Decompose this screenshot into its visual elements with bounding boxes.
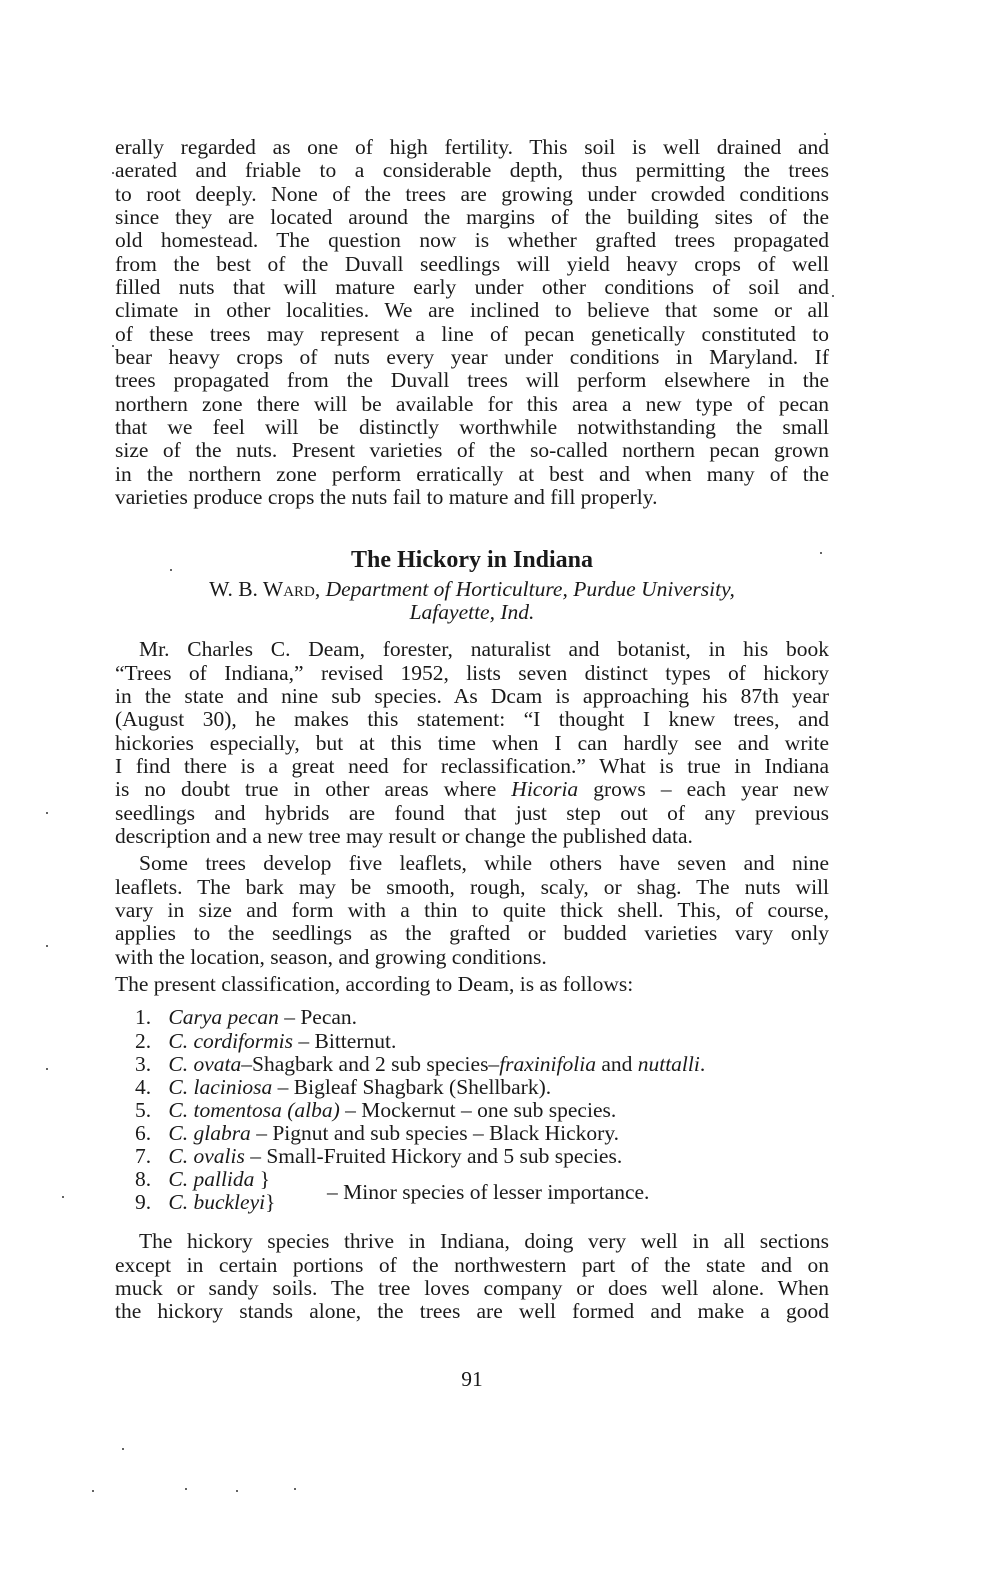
text-span: . [699,1051,706,1076]
scan-speck [112,172,114,174]
text-span: and [595,1051,638,1076]
separator: – [293,1028,315,1053]
species-name: C. buckleyi [168,1190,266,1215]
scan-speck [236,1490,238,1492]
subspecies-name: fraxinifolia [499,1051,596,1076]
text-line: to root deeply. None of the trees are growing under crowded conditions [115,181,829,206]
paragraph-thrive [115,1230,829,1323]
text-line: The hickory species thrive in Indiana, doing very well in all sections [139,1229,829,1254]
separator: – [339,1097,362,1122]
text-span: grows – each year new [578,777,829,802]
item-number: 5. [135,1097,152,1122]
species-name: C. ovata [168,1051,242,1076]
species-name: C. glabra [168,1120,251,1145]
article-title: The Hickory in Indiana [350,546,594,573]
list-item [115,1030,829,1053]
species-name: C. laciniosa [168,1074,273,1099]
brace: } [259,1167,271,1192]
text-line: trees propagated from the Duvall trees will perform elsewhere in the [115,368,829,393]
text-line: leaflets. The bark may be smooth, rough, scaly, or shag. The nuts will [115,874,829,899]
paragraph-deam-intro [115,638,829,848]
author-affiliation: Department of Horticulture, Purdue University, [325,576,735,601]
common-name: Mockernut – one sub species. [361,1097,617,1122]
common-name: Pignut and sub species – Black Hickory. [272,1120,620,1145]
text-line: since they are located around the margins of the building sites of the [115,205,829,230]
separator: – [241,1051,252,1076]
species-name: C. cordiformis [168,1028,294,1053]
text-line: description and a new tree may result or change the published data. [115,824,693,849]
scan-speck [824,133,826,135]
text-line: I find there is a great need for reclassification.” What is true in Indiana [115,754,829,779]
page-number: 91 [461,1367,483,1391]
text-line: except in certain portions of the northwestern part of the state and on [115,1252,829,1277]
common-name: Pecan. [300,1005,358,1030]
text-line: The present classification, according to Deam, is as follows: [115,972,634,997]
species-name: C. ovalis [168,1144,245,1169]
text-line: of these trees may represent a line of pecan genetically constituted to [115,321,829,346]
subspecies-name: nuttalli [637,1051,700,1076]
separator: – [250,1120,273,1145]
common-name: Bigleaf Shagbark (Shellbark). [293,1074,552,1099]
species-name: Carya pecan [168,1005,279,1030]
text-line: that we feel will be distinctly worthwhile notwithstanding the small [115,415,829,440]
continued-paragraph [115,136,829,510]
text-line: northern zone there will be available for this area a new type of pecan [115,391,829,416]
scan-speck [46,812,48,814]
text-line: Some trees develop five leaflets, while others have seven and nine [139,851,829,876]
minor-species-note: – Minor species of lesser importance. [327,1180,650,1205]
common-name: Small-Fruited Hickory and 5 sub species. [266,1144,623,1169]
scan-speck [112,345,114,347]
italic-genus: Hicoria [511,777,579,802]
text-line: varieties produce crops the nuts fail to mature and fill properly. [115,485,658,510]
scan-speck [122,1448,124,1450]
text-line: in the northern zone perform erratically at best and when many of the [115,461,829,486]
text-line: aerated and friable to a considerable depth, thus permitting the trees [115,158,829,183]
list-item [115,1076,829,1099]
text-line: with the location, season, and growing conditions. [115,944,547,969]
text-line: in the state and nine sub species. As Dcam is approaching his 87th year [115,684,829,708]
text-line: Mr. Charles C. Deam, forester, naturalist and botanist, in his book [139,637,829,662]
scan-speck [832,295,834,297]
species-name: C. tomentosa (alba) [168,1097,340,1122]
separator: – [278,1005,301,1030]
text-line: applies to the seedlings as the grafted or budded varieties vary only [115,921,829,946]
text-line [115,778,829,801]
scan-speck [46,1068,48,1070]
separator: – [272,1074,294,1099]
text-line: climate in other localities. We are inclined to believe that some or all [115,298,829,323]
brace: } [265,1190,276,1215]
text-line: vary in size and form with a thin to quite thick shell. This, of course, [115,898,829,923]
text-line: muck or sandy soils. The tree loves company or does well alone. When [115,1276,829,1300]
text-line: from the best of the Duvall seedlings will yield heavy crops of well [115,251,829,276]
item-number: 7. [135,1144,152,1169]
item-number: 6. [135,1120,152,1145]
text-line: size of the nuts. Present varieties of the so-called northern pecan grown [115,438,829,463]
text-line: (August 30), he makes this statement: “I thought I knew trees, and [115,707,829,732]
common-name: Bitternut. [314,1028,397,1053]
list-item [115,1145,829,1168]
text-line: bear heavy crops of nuts every year under conditions in Maryland. If [115,345,829,370]
separator: – [244,1144,267,1169]
list-item [115,1006,829,1029]
item-number: 2. [135,1028,152,1053]
item-number: 9. [135,1190,152,1215]
document-page [115,136,829,1324]
text-line: hickories especially, but at this time when I can hardly see and write [115,730,829,755]
common-name: Shagbark and 2 sub species– [251,1051,500,1076]
author-name: W. B. Ward [209,576,315,601]
list-item [115,1053,829,1076]
author-location: Lafayette, Ind. [409,599,535,624]
scan-speck [294,1488,296,1490]
species-name: C. pallida [168,1167,255,1192]
paragraph-leaflets [115,852,829,969]
text-line: seedlings and hybrids are found that just step out of any previous [115,800,829,825]
item-number: 8. [135,1167,152,1192]
item-number: 1. [135,1005,152,1030]
scan-speck [92,1490,94,1492]
scan-speck [170,569,172,571]
text-line: “Trees of Indiana,” revised 1952, lists seven distinct types of hickory [115,660,829,685]
item-number: 4. [135,1074,152,1099]
text-line: erally regarded as one of high fertility. This soil is well drained and [115,135,829,159]
scan-speck [62,1196,64,1198]
text-line: old homestead. The question now is whether grafted trees propagated [115,228,829,253]
classification-list [115,1006,829,1214]
scan-speck [820,552,822,554]
text-line: filled nuts that will mature early under other conditions of soil and [115,275,829,300]
minor-species-group [115,1168,829,1214]
text-span: is no doubt true in other areas where [115,777,512,802]
paragraph-classification-intro [115,973,829,996]
text-line: the hickory stands alone, the trees are well formed and make a good [115,1299,829,1324]
list-item [115,1122,829,1145]
article-byline: W. B. Ward, Department of Horticulture, Purdue University, Lafayette, Ind. [209,576,735,624]
scan-speck [46,945,48,947]
list-item [115,1099,829,1122]
scan-speck [185,1488,187,1490]
item-number: 3. [135,1051,152,1076]
